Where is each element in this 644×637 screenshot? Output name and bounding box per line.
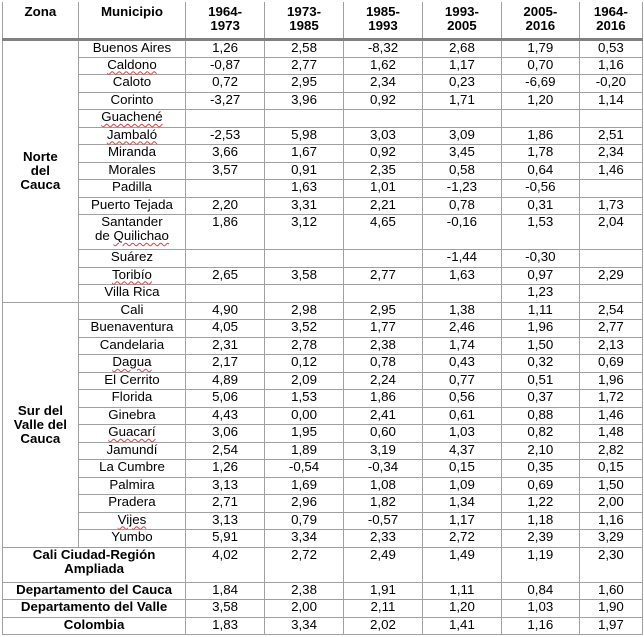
- value-cell: 1,08: [344, 477, 423, 495]
- value-cell: 1,22: [501, 495, 579, 513]
- value-cell: 2,31: [186, 337, 265, 355]
- header-municipio: Municipio: [78, 2, 185, 40]
- value-cell: -0,54: [265, 460, 344, 478]
- value-cell: 1,86: [501, 127, 579, 145]
- table-row: [3, 355, 643, 373]
- table-row: [3, 302, 643, 320]
- value-cell: 3,29: [579, 530, 642, 548]
- value-cell: 0,23: [422, 75, 501, 93]
- value-cell: 0,58: [422, 162, 501, 180]
- table-row: [3, 110, 643, 128]
- value-cell: 1,79: [501, 40, 579, 58]
- value-cell: 2,33: [344, 530, 423, 548]
- value-cell: [186, 250, 265, 268]
- value-cell: 0,43: [422, 355, 501, 373]
- zone-label-line: Valle del: [13, 416, 67, 432]
- value-cell: 1,83: [186, 617, 265, 635]
- zone-label-line: Sur del: [17, 402, 63, 418]
- table-row: [3, 75, 643, 93]
- growth-rate-table: [2, 2, 643, 635]
- value-cell: -8,32: [344, 40, 423, 58]
- table-row: [3, 250, 643, 268]
- value-cell: 1,72: [579, 390, 642, 408]
- value-cell: 0,53: [579, 40, 642, 58]
- value-cell: 0,56: [422, 390, 501, 408]
- value-cell: 1,20: [501, 92, 579, 110]
- value-cell: 2,20: [186, 197, 265, 215]
- zone-label-line: Norte: [23, 149, 58, 165]
- value-cell: [579, 250, 642, 268]
- value-cell: 1,03: [422, 425, 501, 443]
- value-cell: 2,51: [579, 127, 642, 145]
- value-cell: 1,82: [344, 495, 423, 513]
- value-cell: 0,72: [186, 75, 265, 93]
- municipio-cell: Guacarí: [78, 425, 185, 443]
- value-cell: 0,88: [501, 407, 579, 425]
- value-cell: -0,87: [186, 57, 265, 75]
- municipio-cell: Buenaventura: [78, 320, 185, 338]
- value-cell: 0,69: [579, 355, 642, 373]
- value-cell: 2,95: [344, 302, 423, 320]
- value-cell: 1,96: [501, 320, 579, 338]
- value-cell: 0,51: [501, 372, 579, 390]
- municipio-cell: Jamundí: [78, 442, 185, 460]
- table-row: [3, 57, 643, 75]
- table-row: [3, 337, 643, 355]
- value-cell: -0,57: [344, 512, 423, 530]
- value-cell: [265, 250, 344, 268]
- value-cell: 1,60: [579, 582, 642, 600]
- header-period-1964-1973: 1964- 1973: [186, 2, 265, 40]
- value-cell: 3,58: [186, 600, 265, 618]
- value-cell: 3,34: [265, 530, 344, 548]
- value-cell: 1,01: [344, 180, 423, 198]
- value-cell: 0,12: [265, 355, 344, 373]
- municipio-cell: Candelaria: [78, 337, 185, 355]
- value-cell: 1,26: [186, 460, 265, 478]
- value-cell: 1,16: [579, 57, 642, 75]
- value-cell: 1,11: [501, 302, 579, 320]
- header-row: [3, 2, 643, 40]
- value-cell: 0,64: [501, 162, 579, 180]
- value-cell: 3,52: [265, 320, 344, 338]
- value-cell: 4,65: [344, 215, 423, 250]
- value-cell: [265, 285, 344, 303]
- value-cell: 0,79: [265, 512, 344, 530]
- value-cell: 0,31: [501, 197, 579, 215]
- value-cell: 1,17: [422, 57, 501, 75]
- value-cell: [579, 285, 642, 303]
- value-cell: [186, 285, 265, 303]
- value-cell: 4,90: [186, 302, 265, 320]
- table-row: [3, 495, 643, 513]
- value-cell: [344, 285, 423, 303]
- value-cell: 1,95: [265, 425, 344, 443]
- value-cell: 0,97: [501, 267, 579, 285]
- value-cell: 3,34: [265, 617, 344, 635]
- value-cell: 1,46: [579, 407, 642, 425]
- value-cell: [186, 180, 265, 198]
- value-cell: 1,41: [422, 617, 501, 635]
- value-cell: 1,11: [422, 582, 501, 600]
- value-cell: 1,63: [265, 180, 344, 198]
- table-row: [3, 145, 643, 163]
- value-cell: 2,72: [265, 547, 344, 582]
- value-cell: 1,96: [579, 372, 642, 390]
- value-cell: 1,17: [422, 512, 501, 530]
- table-row: [3, 215, 643, 250]
- value-cell: 1,62: [344, 57, 423, 75]
- value-cell: 1,16: [501, 617, 579, 635]
- value-cell: 2,71: [186, 495, 265, 513]
- value-cell: 3,57: [186, 162, 265, 180]
- value-cell: 1,50: [501, 337, 579, 355]
- municipio-cell: Jambaló: [78, 127, 185, 145]
- value-cell: 2,35: [344, 162, 423, 180]
- value-cell: 2,58: [265, 40, 344, 58]
- value-cell: 2,39: [501, 530, 579, 548]
- aggregate-row: [3, 600, 643, 618]
- value-cell: 1,26: [186, 40, 265, 58]
- aggregate-row: [3, 617, 643, 635]
- value-cell: 2,49: [344, 547, 423, 582]
- value-cell: 0,37: [501, 390, 579, 408]
- value-cell: 1,49: [422, 547, 501, 582]
- aggregate-row: [3, 582, 643, 600]
- value-cell: 0,84: [501, 582, 579, 600]
- value-cell: 3,19: [344, 442, 423, 460]
- municipio-cell: Cali: [78, 302, 185, 320]
- header-period-1985-1993: 1985- 1993: [344, 2, 423, 40]
- zone-label-line: del: [30, 163, 50, 179]
- value-cell: 2,24: [344, 372, 423, 390]
- value-cell: 1,50: [579, 477, 642, 495]
- value-cell: 1,48: [579, 425, 642, 443]
- municipio-cell: Villa Rica: [78, 285, 185, 303]
- value-cell: 2,95: [265, 75, 344, 93]
- municipio-cell: La Cumbre: [78, 460, 185, 478]
- value-cell: 4,05: [186, 320, 265, 338]
- header-period-1993-2005: 1993- 2005: [422, 2, 501, 40]
- value-cell: 2,38: [344, 337, 423, 355]
- table-row: [3, 127, 643, 145]
- value-cell: 3,12: [265, 215, 344, 250]
- value-cell: 4,02: [186, 547, 265, 582]
- value-cell: 2,72: [422, 530, 501, 548]
- value-cell: 1,53: [501, 215, 579, 250]
- value-cell: 1,20: [422, 600, 501, 618]
- municipio-cell: Dagua: [78, 355, 185, 373]
- value-cell: 0,60: [344, 425, 423, 443]
- municipio-cell: Caldono: [78, 57, 185, 75]
- value-cell: 2,17: [186, 355, 265, 373]
- municipio-cell: Toribío: [78, 267, 185, 285]
- value-cell: 2,00: [579, 495, 642, 513]
- value-cell: 2,78: [265, 337, 344, 355]
- value-cell: 1,89: [265, 442, 344, 460]
- value-cell: -3,27: [186, 92, 265, 110]
- table-row: [3, 162, 643, 180]
- value-cell: 1,69: [265, 477, 344, 495]
- value-cell: 2,34: [344, 75, 423, 93]
- value-cell: 0,69: [501, 477, 579, 495]
- value-cell: 3,31: [265, 197, 344, 215]
- municipio-cell: Corinto: [78, 92, 185, 110]
- table-row: [3, 425, 643, 443]
- table-row: [3, 407, 643, 425]
- value-cell: 2,98: [265, 302, 344, 320]
- value-cell: 3,96: [265, 92, 344, 110]
- value-cell: 0,78: [422, 197, 501, 215]
- zone-label: [3, 302, 79, 547]
- header-period-1973-1985: 1973- 1985: [265, 2, 344, 40]
- table-row: [3, 197, 643, 215]
- value-cell: 3,13: [186, 512, 265, 530]
- municipio-cell: Florida: [78, 390, 185, 408]
- value-cell: -0,30: [501, 250, 579, 268]
- value-cell: 0,61: [422, 407, 501, 425]
- aggregate-label: Cali Ciudad-Región Ampliada: [3, 547, 186, 582]
- table-row: [3, 372, 643, 390]
- table-row: [3, 320, 643, 338]
- value-cell: 4,89: [186, 372, 265, 390]
- value-cell: 1,91: [344, 582, 423, 600]
- value-cell: -0,16: [422, 215, 501, 250]
- value-cell: 0,92: [344, 145, 423, 163]
- value-cell: 1,14: [579, 92, 642, 110]
- municipio-cell: Buenos Aires: [78, 40, 185, 58]
- value-cell: 4,37: [422, 442, 501, 460]
- value-cell: 1,34: [422, 495, 501, 513]
- value-cell: 3,06: [186, 425, 265, 443]
- value-cell: 2,00: [265, 600, 344, 618]
- value-cell: 2,54: [186, 442, 265, 460]
- table-row: [3, 512, 643, 530]
- value-cell: 1,38: [422, 302, 501, 320]
- value-cell: 1,84: [186, 582, 265, 600]
- value-cell: 1,46: [579, 162, 642, 180]
- value-cell: [422, 110, 501, 128]
- value-cell: [501, 110, 579, 128]
- value-cell: [186, 110, 265, 128]
- value-cell: 2,04: [579, 215, 642, 250]
- value-cell: 2,02: [344, 617, 423, 635]
- value-cell: 2,29: [579, 267, 642, 285]
- table-body: [3, 40, 643, 635]
- municipio-cell: Yumbo: [78, 530, 185, 548]
- value-cell: 1,23: [501, 285, 579, 303]
- value-cell: 2,13: [579, 337, 642, 355]
- value-cell: 1,03: [501, 600, 579, 618]
- value-cell: 3,58: [265, 267, 344, 285]
- value-cell: 1,86: [344, 390, 423, 408]
- header-period-1964-2016: 1964- 2016: [579, 2, 642, 40]
- value-cell: 3,03: [344, 127, 423, 145]
- value-cell: 2,09: [265, 372, 344, 390]
- value-cell: 3,45: [422, 145, 501, 163]
- value-cell: 1,18: [501, 512, 579, 530]
- value-cell: 2,41: [344, 407, 423, 425]
- value-cell: 1,09: [422, 477, 501, 495]
- value-cell: 3,66: [186, 145, 265, 163]
- value-cell: -0,20: [579, 75, 642, 93]
- value-cell: 2,10: [501, 442, 579, 460]
- value-cell: [344, 250, 423, 268]
- value-cell: -6,69: [501, 75, 579, 93]
- value-cell: 1,78: [501, 145, 579, 163]
- table-row: [3, 477, 643, 495]
- municipio-cell: Vijes: [78, 512, 185, 530]
- value-cell: 0,91: [265, 162, 344, 180]
- value-cell: 2,68: [422, 40, 501, 58]
- municipio-cell: El Cerrito: [78, 372, 185, 390]
- value-cell: 1,97: [579, 617, 642, 635]
- table-row: [3, 180, 643, 198]
- municipio-cell: Ginebra: [78, 407, 185, 425]
- municipio-cell: Caloto: [78, 75, 185, 93]
- value-cell: [579, 110, 642, 128]
- value-cell: -0,34: [344, 460, 423, 478]
- value-cell: [265, 110, 344, 128]
- header-period-2005-2016: 2005- 2016: [501, 2, 579, 40]
- municipio-cell: Pradera: [78, 495, 185, 513]
- value-cell: 1,16: [579, 512, 642, 530]
- municipio-cell: Santander de Quilichao: [78, 215, 185, 250]
- value-cell: 1,67: [265, 145, 344, 163]
- value-cell: 0,35: [501, 460, 579, 478]
- zone-label-line: Cauca: [20, 430, 61, 446]
- value-cell: 2,77: [265, 57, 344, 75]
- value-cell: 2,54: [579, 302, 642, 320]
- value-cell: 2,34: [579, 145, 642, 163]
- municipio-cell: Miranda: [78, 145, 185, 163]
- value-cell: 1,74: [422, 337, 501, 355]
- value-cell: [344, 110, 423, 128]
- value-cell: [422, 285, 501, 303]
- value-cell: 2,38: [265, 582, 344, 600]
- value-cell: 5,91: [186, 530, 265, 548]
- value-cell: 3,13: [186, 477, 265, 495]
- table-row: [3, 390, 643, 408]
- municipio-cell: Puerto Tejada: [78, 197, 185, 215]
- aggregate-row: [3, 547, 643, 582]
- value-cell: 1,19: [501, 547, 579, 582]
- value-cell: 0,78: [344, 355, 423, 373]
- value-cell: 3,09: [422, 127, 501, 145]
- zone-label-line: Cauca: [20, 177, 61, 193]
- value-cell: -0,56: [501, 180, 579, 198]
- value-cell: 4,43: [186, 407, 265, 425]
- header-zona: Zona: [3, 2, 79, 40]
- value-cell: 2,30: [579, 547, 642, 582]
- value-cell: -1,23: [422, 180, 501, 198]
- value-cell: 5,98: [265, 127, 344, 145]
- municipio-cell: Palmira: [78, 477, 185, 495]
- value-cell: 0,77: [422, 372, 501, 390]
- value-cell: -1,44: [422, 250, 501, 268]
- value-cell: 2,11: [344, 600, 423, 618]
- value-cell: 0,70: [501, 57, 579, 75]
- value-cell: 5,06: [186, 390, 265, 408]
- table-row: [3, 40, 643, 58]
- value-cell: 0,82: [501, 425, 579, 443]
- value-cell: 2,82: [579, 442, 642, 460]
- value-cell: 1,90: [579, 600, 642, 618]
- value-cell: 2,46: [422, 320, 501, 338]
- table-row: [3, 530, 643, 548]
- municipio-cell: Suárez: [78, 250, 185, 268]
- table-row: [3, 267, 643, 285]
- value-cell: 1,63: [422, 267, 501, 285]
- value-cell: 1,86: [186, 215, 265, 250]
- value-cell: 0,15: [422, 460, 501, 478]
- value-cell: [579, 180, 642, 198]
- value-cell: 1,71: [422, 92, 501, 110]
- value-cell: 0,92: [344, 92, 423, 110]
- value-cell: 2,96: [265, 495, 344, 513]
- value-cell: 1,73: [579, 197, 642, 215]
- table-row: [3, 460, 643, 478]
- value-cell: 2,77: [579, 320, 642, 338]
- aggregate-label: Departamento del Valle: [3, 600, 186, 618]
- table-row: [3, 285, 643, 303]
- municipio-cell: Morales: [78, 162, 185, 180]
- aggregate-label: Colombia: [3, 617, 186, 635]
- table-row: [3, 442, 643, 460]
- value-cell: 0,00: [265, 407, 344, 425]
- value-cell: 1,53: [265, 390, 344, 408]
- value-cell: 2,21: [344, 197, 423, 215]
- value-cell: -2,53: [186, 127, 265, 145]
- zone-label: [3, 40, 79, 303]
- value-cell: 0,32: [501, 355, 579, 373]
- value-cell: 1,77: [344, 320, 423, 338]
- value-cell: 2,77: [344, 267, 423, 285]
- aggregate-label: Departamento del Cauca: [3, 582, 186, 600]
- value-cell: 0,15: [579, 460, 642, 478]
- value-cell: 2,65: [186, 267, 265, 285]
- municipio-cell: Guachené: [78, 110, 185, 128]
- municipio-cell: Padilla: [78, 180, 185, 198]
- table-row: [3, 92, 643, 110]
